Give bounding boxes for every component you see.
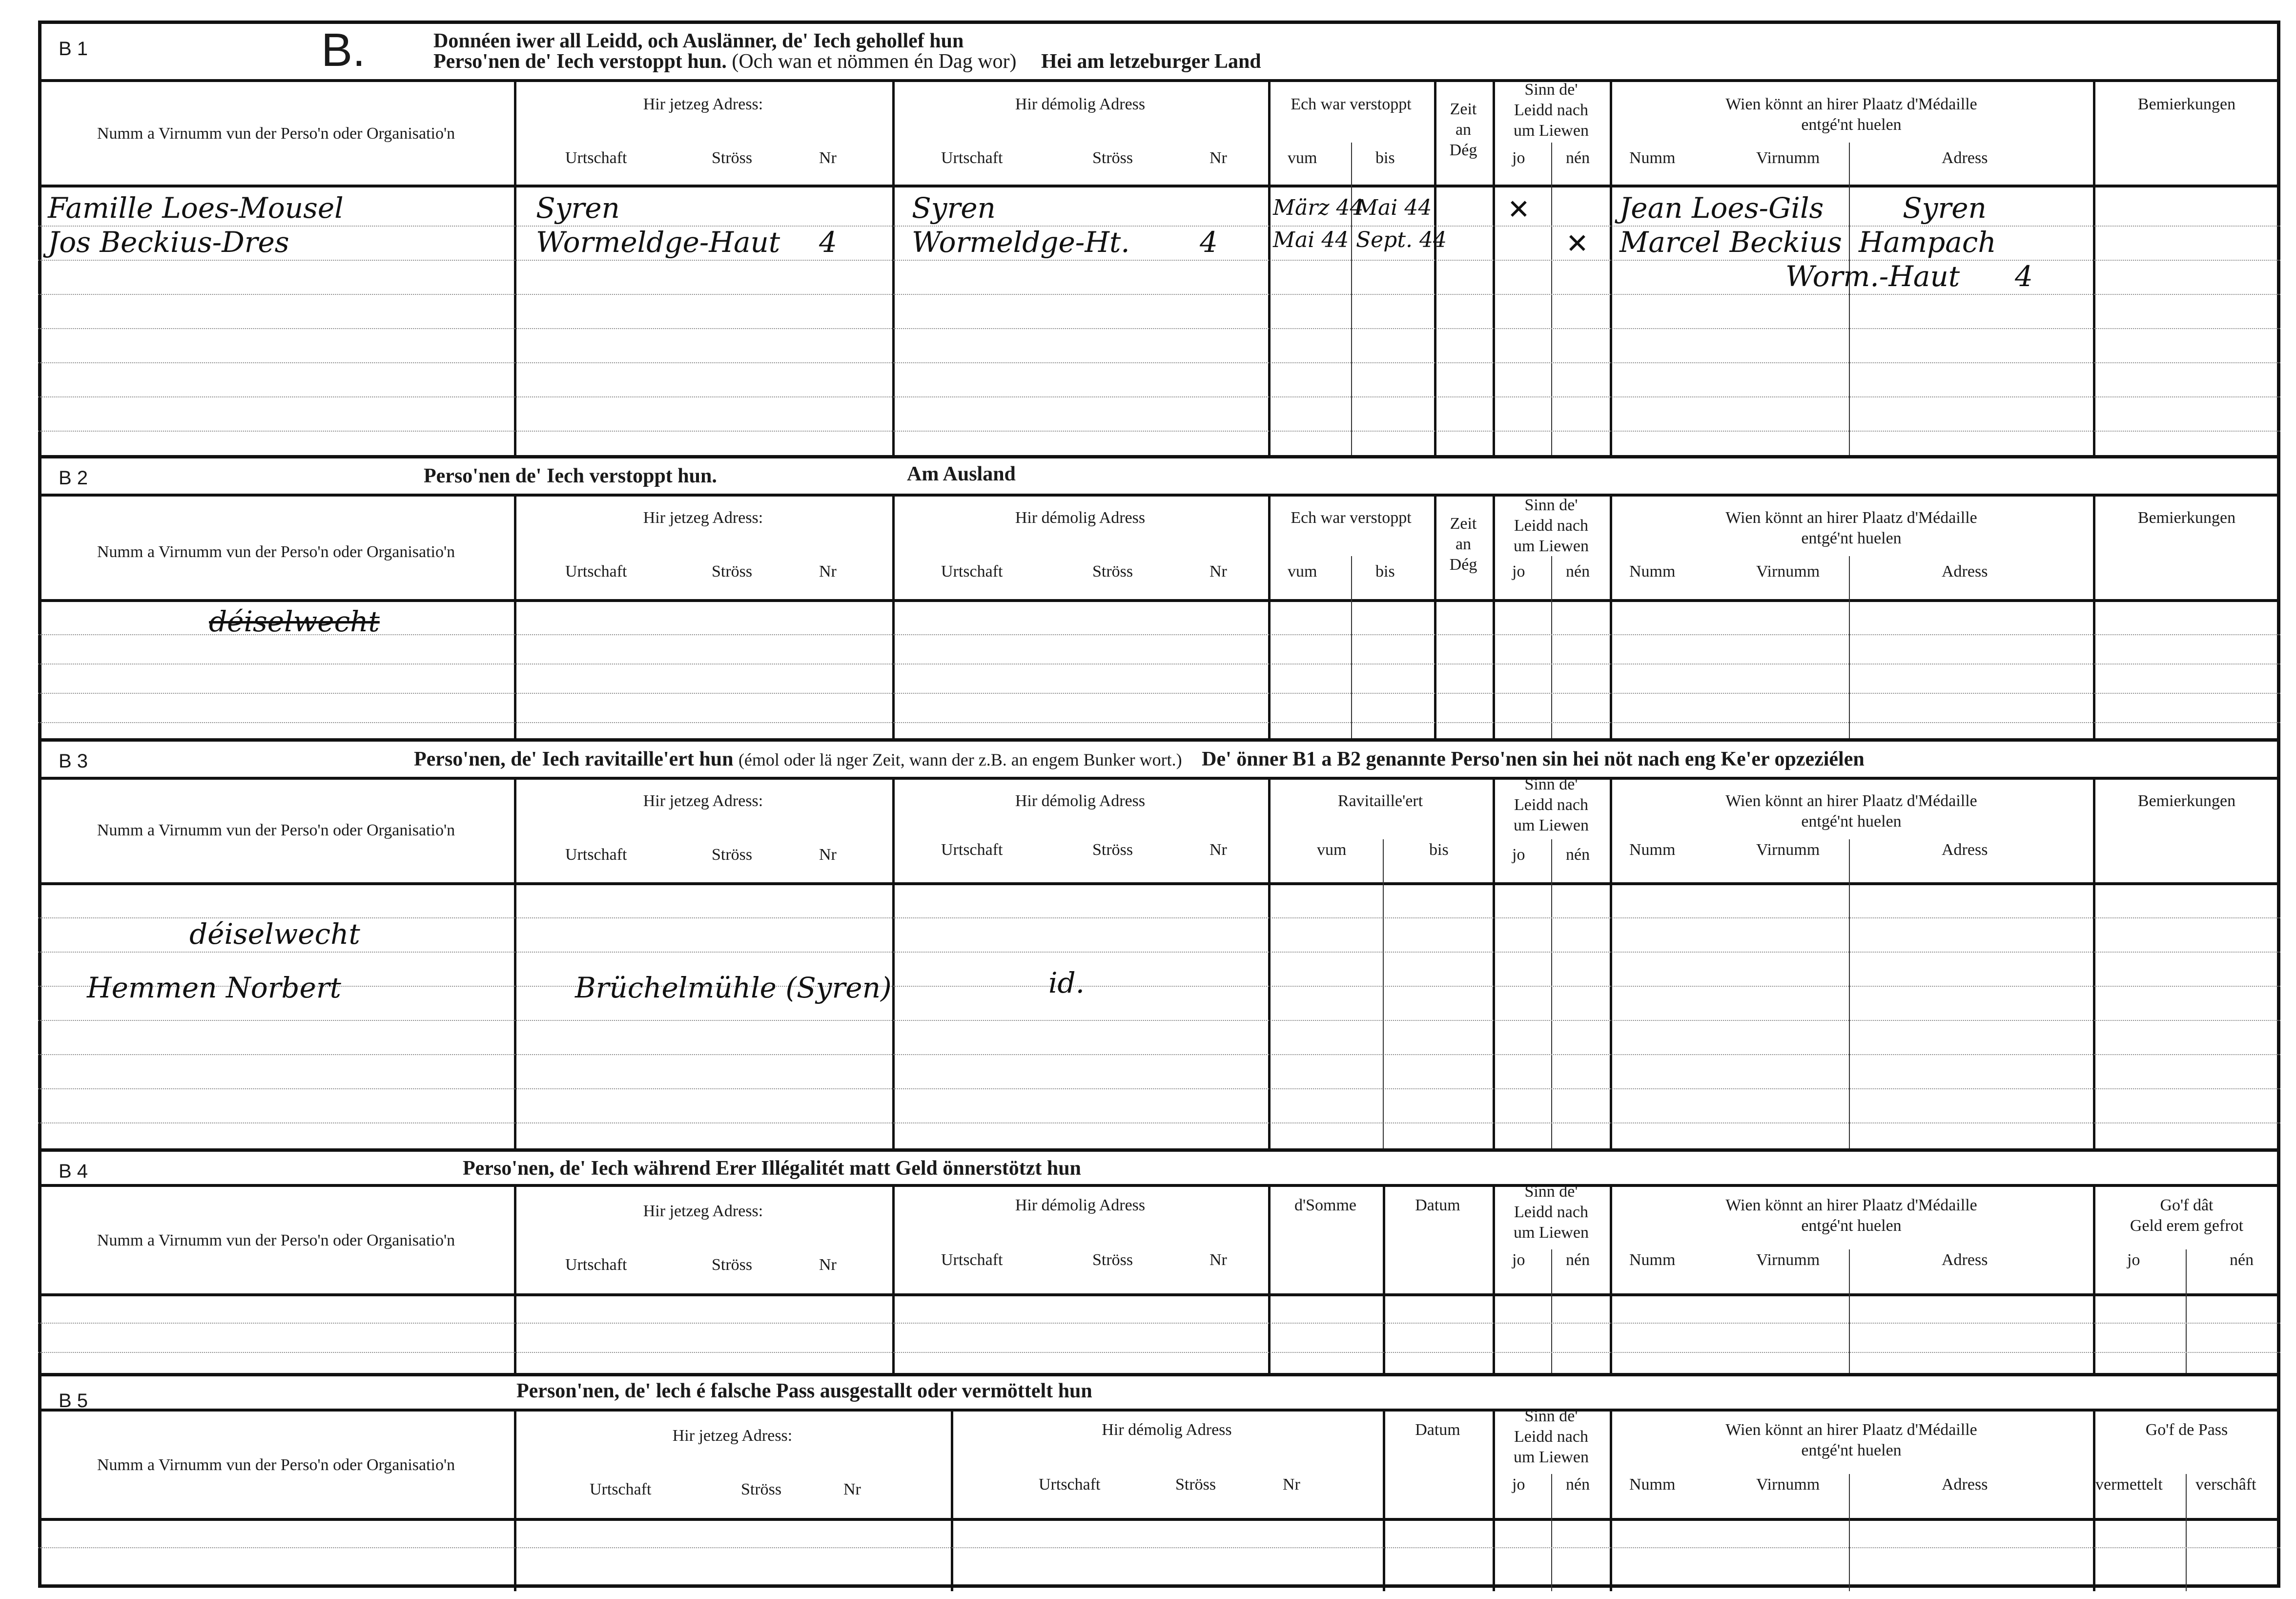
check-mark: ✕ [1507, 194, 1530, 226]
col-name-header: Numm a Virnumm vun der Perso'n oder Organisatio'n [97, 1231, 455, 1249]
col-name-header: Numm a Virnumm vun der Perso'n oder Organisatio'n [97, 821, 455, 839]
entry-name: Famille Loes-Mousel [48, 191, 344, 225]
section-title: Person'nen, de' lech é falsche Pass ausgestallt oder vermöttelt hun [516, 1380, 1092, 1402]
section-code: B 1 [59, 38, 88, 60]
section-title: Perso'nen, de' Iech ravitaille'ert hun (émol oder lä nger Zeit, wann der z.B. an engem Bunker wort.) De' önner B1 a B2 genannte Perso'nen sin hei nöt nach eng Ke'er opzeziélen [414, 748, 1865, 770]
entry-name: déiselwecht [209, 605, 380, 638]
section-b4: B 4 Perso'nen, de' Iech während Erer Illégalitét matt Geld önnerstötzt hun Numm a Virnumm vun der Perso'n oder Organisatio'n Hir jetzeg Adress: Urtschaft Ströss Nr Hir démolig Adress Urtschaft Ströss Nr d'Somme Datum Sinn de' Leidd nach um Liewen jo nén Wien könnt an hirer Plaatz d'Médaille entgé'nt huelen Numm Virnumm Adress Go'f dât Geld erem gefrot jo nén [38, 1148, 2280, 1373]
col-name-header: Numm a Virnumm vun der Perso'n oder Organisatio'n [97, 543, 455, 561]
section-b2: B 2 Perso'nen de' Iech verstoppt hun. Am Ausland Numm a Virnumm vun der Perso'n oder Organisatio'n Hir jetzeg Adress: Urtschaft Ströss Nr Hir démolig Adress Urtschaft Ströss Nr Ech war verstoppt vum bis Zeit an Dég Sinn de' Leidd nach um Liewen jo nén Wien könnt an hirer Plaatz d'Médaille entgé'nt huelen Numm Virnumm Adress Bemierkungen déiselwecht [38, 455, 2280, 738]
section-b5: B 5 Person'nen, de' lech é falsche Pass ausgestallt oder vermöttelt hun Numm a Virnumm vun der Perso'n oder Organisatio'n Hir jetzeg Adress: Urtschaft Ströss Nr Hir démolig Adress Urtschaft Ströss Nr Datum Sinn de' Leidd nach um Liewen jo nén Wien könnt an hirer Plaatz d'Médaille entgé'nt huelen Numm Virnumm Adress Go'f de Pass vermettelt verschâft [38, 1373, 2280, 1588]
section-title: Perso'nen, de' Iech während Erer Illégalitét matt Geld önnerstötzt hun [463, 1157, 1081, 1180]
section-code: B 5 [59, 1390, 88, 1412]
check-mark: ✕ [1566, 228, 1589, 260]
section-title: Donnéen iwer all Leidd, och Auslänner, de' Iech gehollef hun [433, 30, 964, 52]
entry-name: Hemmen Norbert [87, 971, 341, 1004]
section-title-2: Perso'nen de' Iech verstoppt hun. (Och wan et nömmen én Dag wor) Hei am letzeburger Land [433, 50, 1261, 73]
col-name-header: Numm a Virnumm vun der Perso'n oder Organisatio'n [97, 125, 455, 143]
entry-name: déiselwecht [189, 917, 360, 951]
col-name-header: Numm a Virnumm vun der Perso'n oder Organisatio'n [97, 1456, 455, 1474]
section-letter: B. [321, 24, 366, 76]
section-code: B 3 [59, 750, 88, 772]
section-code: B 4 [59, 1161, 88, 1182]
entry-name: Jos Beckius-Dres [48, 226, 289, 259]
section-b1: B 1 B. Donnéen iwer all Leidd, och Auslänner, de' Iech gehollef hun Perso'nen de' Iech verstoppt hun. (Och wan et nömmen én Dag wor) Hei am letzeburger Land Numm a Virnumm vun der Perso'n oder Organisatio'n Hir jetzeg Adress: Urtschaft Ströss Nr Hir démolig Adress Urtschaft Ströss Nr Ech war verstoppt vum bis Zeit an Dég Sinn de' Leidd nach um Liewen jo nén Wien könnt an hirer Plaatz d'Médaille entgé'nt huelen Numm Virnumm Adress Bemierkungen Famille Loes-Mousel Jos Beckius-Dres Syren Wormeldge-Haut 4 Syren Wormeldge-Ht. 4 März 44 Mai 44 Mai 44 Sept. 44 ✕ ✕ Jean Loes-Gils Syren Marcel Beckius Hampach Worm.-Haut 4 [38, 21, 2280, 455]
section-title: Perso'nen de' Iech verstoppt hun. [424, 465, 717, 487]
section-b3: B 3 Perso'nen, de' Iech ravitaille'ert hun (émol oder lä nger Zeit, wann der z.B. an engem Bunker wort.) De' önner B1 a B2 genannte Perso'nen sin hei nöt nach eng Ke'er opzeziélen Numm a Virnumm vun der Perso'n oder Organisatio'n Hir jetzeg Adress: Urtschaft Ströss Nr Hir démolig Adress Urtschaft Ströss Nr Ravitaille'ert vum bis Sinn de' Leidd nach um Liewen jo nén Wien könnt an hirer Plaatz d'Médaille entgé'nt huelen Numm Virnumm Adress Bemierkungen déiselwecht Hemmen Norbert Brüchelmühle (Syren) id. [38, 738, 2280, 1148]
section-code: B 2 [59, 467, 88, 489]
